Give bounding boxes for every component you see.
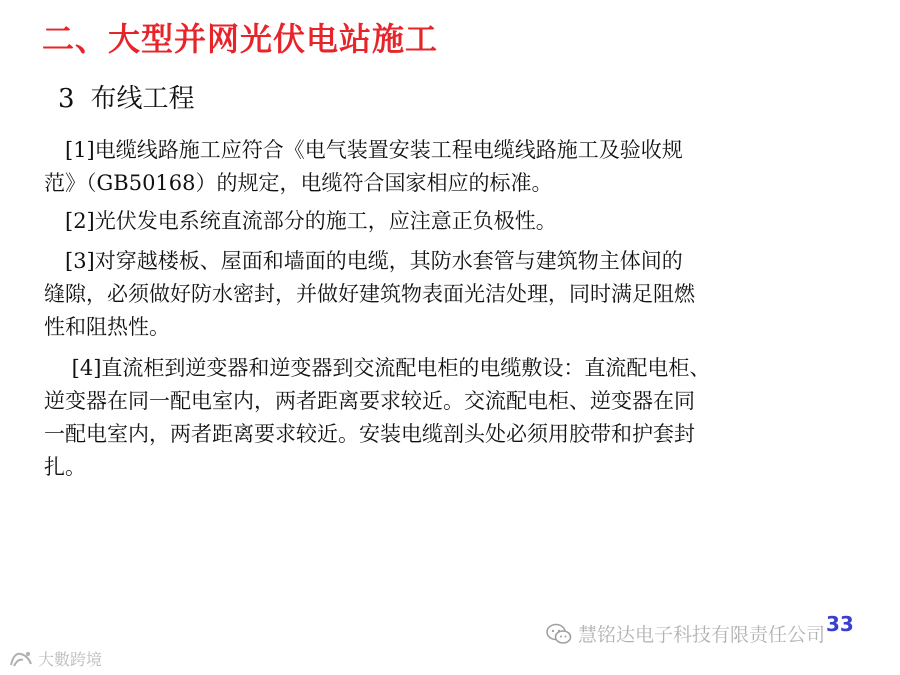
paragraph-line: [1]电缆线路施工应符合《电气装置安装工程电缆线路施工及验收规 <box>44 138 683 162</box>
watermark-company-text: 慧铭达电子科技有限责任公司 <box>578 624 826 646</box>
paragraph-4 <box>44 352 844 484</box>
paragraph-1 <box>44 134 844 200</box>
section-number: 3 <box>58 84 75 114</box>
watermark-brand <box>8 647 102 670</box>
paragraph-3 <box>44 245 844 344</box>
wechat-icon <box>546 623 572 645</box>
section-label: 布线工程 <box>90 84 195 114</box>
content-body <box>44 130 844 484</box>
paragraph-line: 扎。 <box>44 455 86 479</box>
section-heading <box>58 78 195 115</box>
paragraph-line: 缝隙，必须做好防水密封，并做好建筑物表面光洁处理，同时满足阻燃 <box>44 282 695 306</box>
watermark-company <box>546 620 825 647</box>
page-number: 33 <box>826 612 854 636</box>
paragraph-line: 范》（GB50168）的规定，电缆符合国家相应的标准。 <box>44 171 553 195</box>
paragraph-line: [2]光伏发电系统直流部分的施工，应注意正负极性。 <box>44 209 557 233</box>
paragraph-line: [3]对穿越楼板、屋面和墙面的电缆，其防水套管与建筑物主体间的 <box>44 249 683 273</box>
paragraph-line: [4]直流柜到逆变器和逆变器到交流配电柜的电缆敷设：直流配电柜、 <box>44 356 711 380</box>
paragraph-line: 性和阻热性。 <box>44 315 170 339</box>
paragraph-2 <box>44 205 844 238</box>
slide-title: 二、大型并网光伏电站施工 <box>42 20 439 58</box>
watermark-brand-text: 大數跨境 <box>38 650 103 669</box>
paragraph-line: 逆变器在同一配电室内，两者距离要求较近。交流配电柜、逆变器在同 <box>44 389 695 413</box>
paragraph-line: 一配电室内，两者距离要求较近。安装电缆剖头处必须用胶带和护套封 <box>44 422 695 446</box>
brand-logo-icon <box>8 648 34 670</box>
